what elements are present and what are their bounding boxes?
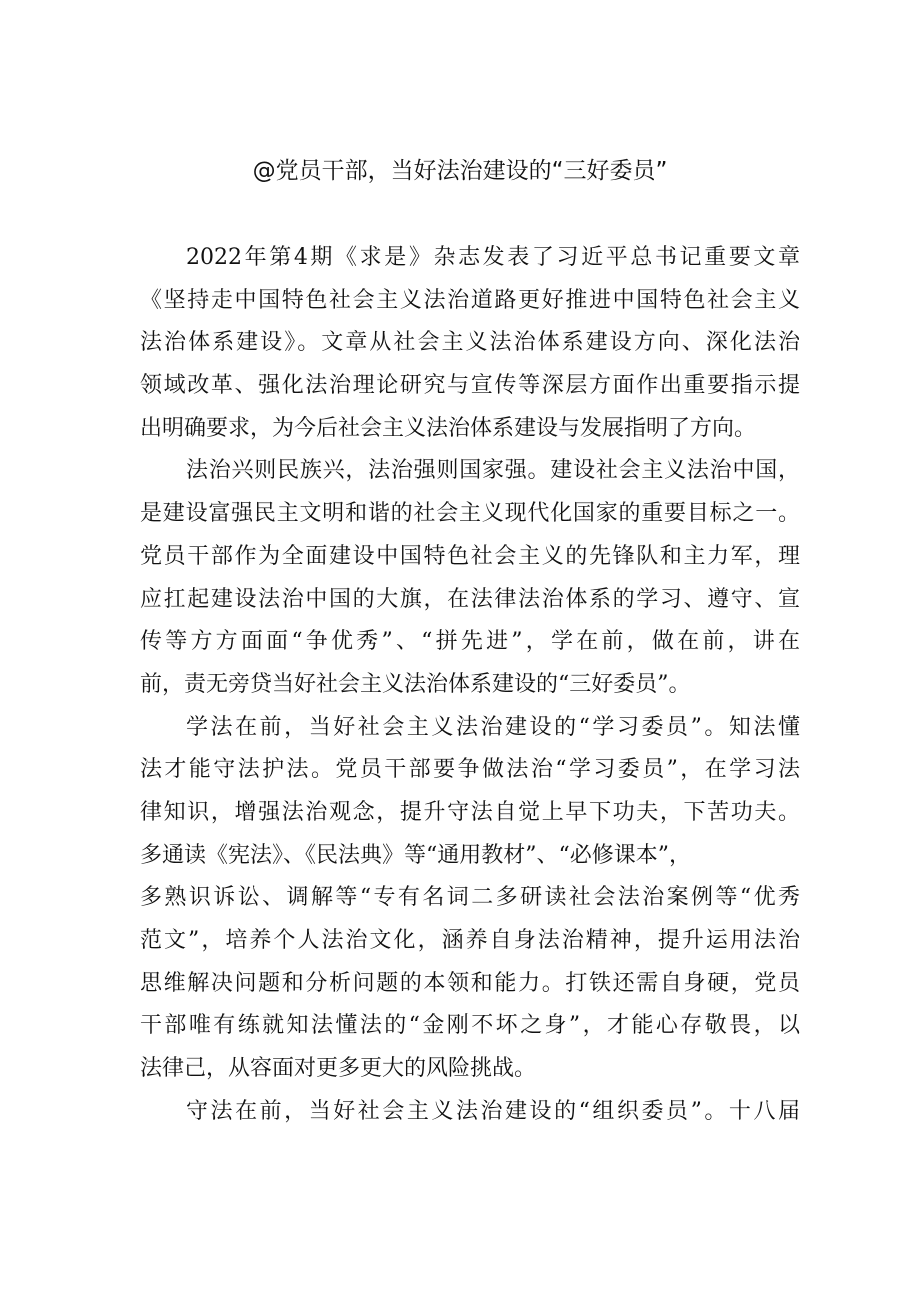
paragraph-line: 应扛起建设法治中国的大旗，在法律法治体系的学习、遵守、宣	[140, 586, 800, 612]
paragraph-line: 法治体系建设》。文章从社会主义法治体系建设方向、深化法治	[140, 330, 800, 356]
paragraph-line: 2022年第4期《求是》杂志发表了习近平总书记重要文章	[186, 245, 800, 270]
paragraph-line: 范文”，培养个人法治文化，涵养自身法治精神，提升运用法治	[140, 928, 800, 953]
paragraph-line: 领域改革、强化法治理论研究与宣传等深层方面作出重要指示提	[140, 373, 800, 399]
paragraph-line: 法才能守法护法。党员干部要争做法治“学习委员”，在学习法	[140, 757, 800, 783]
paragraph-line: 党员干部作为全面建设中国特色社会主义的先锋队和主力军，理	[140, 543, 800, 569]
paragraph-line: 法律己，从容面对更多更大的风险挑战。	[140, 1056, 537, 1082]
paragraph-line: 干部唯有练就知法懂法的“金刚不坏之身”，才能心存敬畏，以	[140, 1013, 800, 1039]
paragraph-line: 《坚持走中国特色社会主义法治道路更好推进中国特色社会主义	[140, 287, 800, 313]
paragraph-line: 出明确要求，为今后社会主义法治体系建设与发展指明了方向。	[140, 415, 757, 441]
document-body	[140, 237, 800, 1133]
paragraph-line: 律知识，增强法治观念，提升守法自觉上早下功夫，下苦功夫。	[140, 799, 800, 825]
document-title: @党员干部，当好法治建设的“三好委员”	[252, 158, 668, 184]
paragraph-line: 多通读《宪法》、《民法典》等“通用教材”、“必修课本”，	[140, 842, 691, 868]
paragraph-line: 是建设富强民主文明和谐的社会主义现代化国家的重要目标之一。	[140, 501, 800, 527]
paragraph-line: 多熟识诉讼、调解等“专有名词二多研读社会法治案例等“优秀	[140, 885, 800, 911]
paragraph-line: 前，责无旁贷当好社会主义法治体系建设的“三好委员”。	[140, 671, 691, 697]
paragraph-line: 思维解决问题和分析问题的本领和能力。打铁还需自身硬，党员	[140, 970, 800, 996]
paragraph-line: 传等方方面面“争优秀”、“拼先进”，学在前，做在前，讲在	[140, 629, 800, 655]
paragraph-line: 守法在前，当好社会主义法治建设的“组织委员”。十八届	[186, 1098, 800, 1124]
paragraph-line: 法治兴则民族兴，法治强则国家强。建设社会主义法治中国，	[186, 458, 800, 484]
paragraph-line: 学法在前，当好社会主义法治建设的“学习委员”。知法懂	[186, 714, 800, 740]
